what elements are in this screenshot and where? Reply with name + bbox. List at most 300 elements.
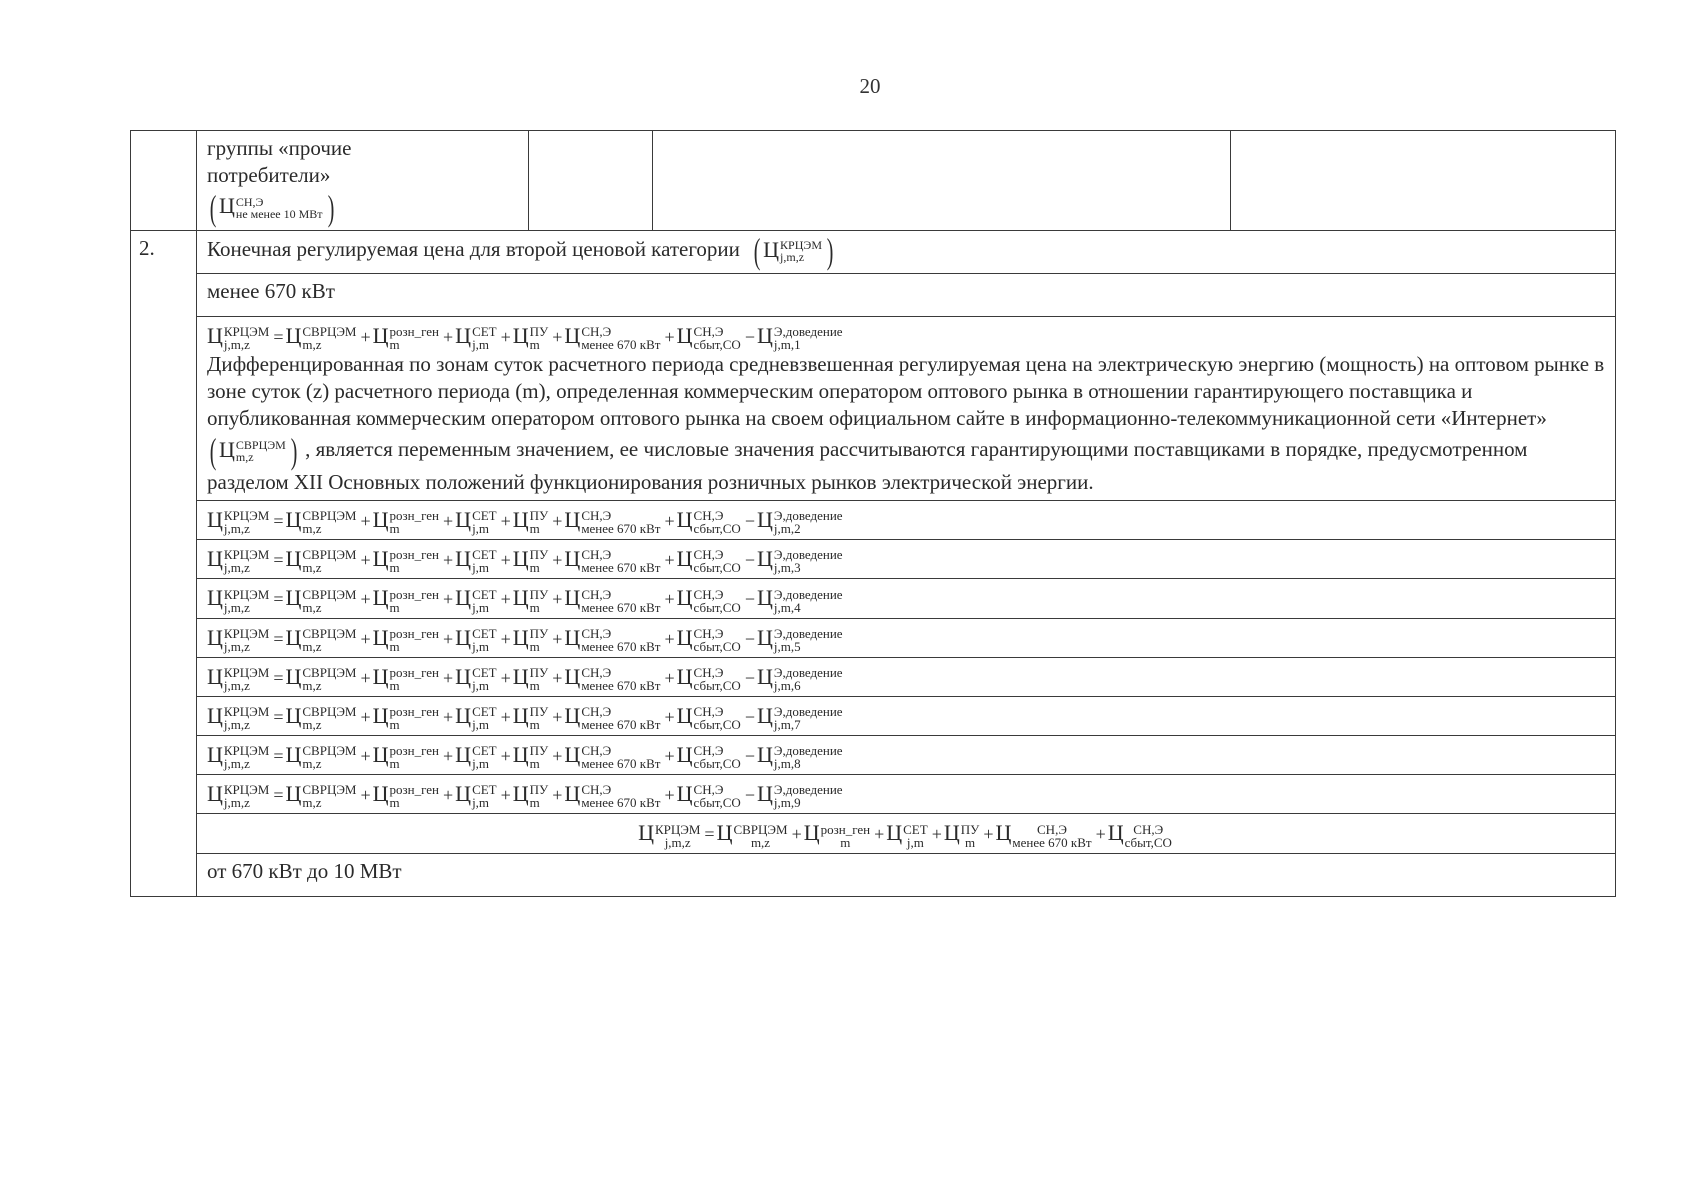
wholesale-price-subscript: m,z [302, 560, 322, 576]
plus-sign: + [443, 510, 454, 531]
infrastructure-price-subscript: m [529, 599, 540, 615]
delivery-adjustment-subscript: j,m,8 [773, 756, 801, 772]
delivery-adjustment-symbol: Ц [756, 585, 773, 611]
formula-cell [197, 775, 1616, 814]
network-price-symbol: Ц [455, 663, 472, 689]
table-row-subhead [131, 273, 1616, 316]
formula-cell [197, 736, 1616, 775]
table-row-formula-9 [131, 775, 1616, 814]
supply-markup-symbol: Ц [676, 585, 693, 611]
formula-row [207, 544, 1605, 574]
plus-sign: + [552, 326, 563, 347]
plus-sign: + [443, 746, 454, 767]
formula-description-cell [197, 316, 1616, 500]
minus-sign: − [744, 706, 755, 727]
delivery-adjustment-superscript: Э,доведение [773, 704, 843, 720]
delivery-adjustment-superscript: Э,доведение [773, 586, 843, 602]
network-price-subscript: j,m [472, 599, 490, 615]
final-price-subscript: j,m,z [223, 677, 250, 693]
supply-markup-subscript: сбыт,СО [693, 336, 741, 352]
table-row-formula-4 [131, 579, 1616, 618]
supply-markup-symbol: Ц [1107, 820, 1124, 846]
formula-subscript: m,z [235, 449, 254, 464]
plus-sign: + [664, 706, 675, 727]
infrastructure-price-superscript: ПУ [529, 625, 549, 641]
final-price-superscript: КРЦЭМ [223, 547, 270, 563]
plus-sign: + [664, 589, 675, 610]
network-price-superscript: СЕТ [472, 664, 497, 680]
wholesale-price-superscript: СВРЦЭМ [302, 508, 357, 524]
wholesale-price-symbol: Ц [285, 322, 302, 348]
network-price-subscript: j,m [472, 756, 490, 772]
formula-subscript: не менее 10 МВт [235, 206, 323, 221]
formula-row [207, 740, 1605, 770]
wholesale-price-subscript: m,z [302, 677, 322, 693]
network-price-subscript: j,m [472, 638, 490, 654]
formula-row [207, 701, 1605, 731]
wholesale-price-superscript: СВРЦЭМ [302, 782, 357, 798]
description-paragraph [207, 351, 1605, 496]
title-cell [197, 230, 1616, 273]
delivery-adjustment-subscript: j,m,2 [773, 521, 801, 537]
right-paren: ) [826, 230, 834, 271]
wholesale-price-subscript: m,z [302, 521, 322, 537]
final-price-subscript: j,m,z [223, 560, 250, 576]
network-price-superscript: СЕТ [472, 547, 497, 563]
equals-sign: = [273, 667, 284, 688]
supply-markup-superscript: СН,Э [693, 782, 724, 798]
title-formula [751, 230, 836, 271]
capacity-price-symbol: Ц [564, 322, 581, 348]
retail-generation-price-symbol: Ц [372, 506, 389, 532]
right-paren: ) [327, 187, 334, 228]
infrastructure-price-superscript: ПУ [529, 508, 549, 524]
formula-cell [197, 814, 1616, 853]
plus-sign: + [552, 667, 563, 688]
plus-sign: + [983, 824, 994, 845]
final-price-superscript: КРЦЭМ [223, 625, 270, 641]
capacity-price-symbol: Ц [564, 506, 581, 532]
plus-sign: + [500, 667, 511, 688]
capacity-price-subscript: менее 670 кВт [581, 521, 661, 537]
plus-sign: + [443, 667, 454, 688]
supply-markup-subscript: сбыт,СО [1124, 834, 1172, 850]
empty-cell [529, 131, 653, 231]
infrastructure-price-symbol: Ц [512, 663, 529, 689]
retail-generation-price-subscript: m [389, 677, 400, 693]
retail-generation-price-superscript: розн_ген [389, 323, 440, 339]
plus-sign: + [664, 628, 675, 649]
plus-sign: + [443, 706, 454, 727]
infrastructure-price-superscript: ПУ [529, 586, 549, 602]
wholesale-price-subscript: m,z [302, 756, 322, 772]
minus-sign: − [744, 510, 755, 531]
retail-generation-price-superscript: розн_ген [389, 704, 440, 720]
network-price-superscript: СЕТ [472, 508, 497, 524]
supply-markup-symbol: Ц [676, 781, 693, 807]
final-price-symbol: Ц [207, 546, 223, 572]
infrastructure-price-superscript: ПУ [529, 704, 549, 720]
retail-generation-price-superscript: розн_ген [389, 625, 440, 641]
final-price-subscript: j,m,z [223, 638, 250, 654]
supply-markup-symbol: Ц [676, 322, 693, 348]
equals-sign: = [273, 746, 284, 767]
network-price-superscript: СЕТ [472, 625, 497, 641]
delivery-adjustment-superscript: Э,доведение [773, 323, 843, 339]
minus-sign: − [744, 628, 755, 649]
network-price-symbol: Ц [455, 322, 472, 348]
retail-generation-price-superscript: розн_ген [389, 743, 440, 759]
plus-sign: + [500, 628, 511, 649]
formula-row [207, 505, 1605, 535]
capacity-price-symbol: Ц [564, 624, 581, 650]
plus-sign: + [360, 785, 371, 806]
delivery-adjustment-subscript: j,m,3 [773, 560, 801, 576]
network-price-superscript: СЕТ [903, 821, 928, 837]
plus-sign: + [500, 746, 511, 767]
delivery-adjustment-symbol: Ц [756, 322, 773, 348]
supply-markup-subscript: сбыт,СО [693, 717, 741, 733]
network-price-symbol: Ц [455, 742, 472, 768]
plus-sign: + [360, 667, 371, 688]
wholesale-price-symbol: Ц [285, 663, 302, 689]
supply-markup-superscript: СН,Э [693, 547, 724, 563]
plus-sign: + [552, 706, 563, 727]
final-price-superscript: КРЦЭМ [223, 743, 270, 759]
plus-sign: + [874, 824, 885, 845]
supply-markup-symbol: Ц [676, 506, 693, 532]
delivery-adjustment-superscript: Э,доведение [773, 508, 843, 524]
plus-sign: + [360, 510, 371, 531]
retail-generation-price-superscript: розн_ген [389, 664, 440, 680]
delivery-adjustment-superscript: Э,доведение [773, 625, 843, 641]
formula-cell [197, 579, 1616, 618]
final-price-subscript: j,m,z [223, 717, 250, 733]
retail-generation-price-subscript: m [389, 638, 400, 654]
infrastructure-price-symbol: Ц [943, 820, 960, 846]
plus-sign: + [664, 667, 675, 688]
supply-markup-subscript: сбыт,СО [693, 795, 741, 811]
formula-row [207, 583, 1605, 613]
delivery-adjustment-symbol: Ц [756, 624, 773, 650]
wholesale-price-superscript: СВРЦЭМ [733, 821, 788, 837]
right-paren: ) [290, 430, 298, 471]
network-price-symbol: Ц [455, 546, 472, 572]
wholesale-price-symbol: Ц [285, 624, 302, 650]
description-text-2: , является переменным значением, ее числовые значения рассчитываются гарантирующими поставщиками в порядке, предусмотренном разделом XII Основных положений функционирования розничных рынков электрической энергии. [207, 436, 1528, 494]
wholesale-price-symbol: Ц [285, 781, 302, 807]
capacity-price-symbol: Ц [564, 781, 581, 807]
table-row-formula-3 [131, 540, 1616, 579]
capacity-price-symbol: Ц [564, 742, 581, 768]
capacity-price-superscript: СН,Э [1037, 821, 1067, 837]
retail-generation-price-superscript: розн_ген [389, 508, 440, 524]
supply-markup-subscript: сбыт,СО [693, 677, 741, 693]
formula-row [207, 623, 1605, 653]
network-price-symbol: Ц [455, 781, 472, 807]
table-row-2-title [131, 230, 1616, 273]
formula-cell [197, 540, 1616, 579]
wholesale-price-superscript: СВРЦЭМ [302, 743, 357, 759]
group-name-line1: группы «прочие [207, 136, 352, 160]
capacity-price-superscript: СН,Э [581, 547, 612, 563]
equals-sign: = [273, 628, 284, 649]
infrastructure-price-subscript: m [529, 560, 540, 576]
capacity-price-subscript: менее 670 кВт [581, 756, 661, 772]
infrastructure-price-subscript: m [529, 717, 540, 733]
supply-markup-symbol: Ц [676, 546, 693, 572]
infrastructure-price-subscript: m [529, 521, 540, 537]
minus-sign: − [744, 589, 755, 610]
final-price-symbol: Ц [207, 702, 223, 728]
retail-generation-price-superscript: розн_ген [389, 547, 440, 563]
plus-sign: + [443, 550, 454, 571]
infrastructure-price-superscript: ПУ [960, 821, 980, 837]
capacity-price-symbol: Ц [564, 585, 581, 611]
infrastructure-price-subscript: m [964, 834, 976, 850]
formula-superscript: СН,Э [235, 194, 264, 209]
subhead-cell: от 670 кВт до 10 МВт [197, 853, 1616, 896]
network-price-subscript: j,m [472, 795, 490, 811]
final-price-subscript: j,m,z [223, 521, 250, 537]
price-symbol: Ц [763, 237, 780, 263]
table-row-subhead-range [131, 853, 1616, 896]
supply-markup-superscript: СН,Э [693, 704, 724, 720]
supply-markup-symbol: Ц [676, 742, 693, 768]
network-price-symbol: Ц [455, 585, 472, 611]
wholesale-price-subscript: m,z [302, 717, 322, 733]
plus-sign: + [664, 550, 675, 571]
network-price-superscript: СЕТ [472, 704, 497, 720]
final-price-symbol: Ц [207, 624, 223, 650]
final-price-subscript: j,m,z [223, 795, 250, 811]
plus-sign: + [1095, 824, 1106, 845]
equals-sign: = [704, 824, 715, 845]
wholesale-price-symbol: Ц [285, 585, 302, 611]
equals-sign: = [273, 706, 284, 727]
wholesale-price-symbol: Ц [285, 742, 302, 768]
infrastructure-price-symbol: Ц [512, 546, 529, 572]
plus-sign: + [360, 589, 371, 610]
table-row-formula-5 [131, 618, 1616, 657]
capacity-price-subscript: менее 670 кВт [581, 599, 661, 615]
formula-row [207, 321, 1605, 351]
delivery-adjustment-symbol: Ц [756, 742, 773, 768]
wholesale-price-subscript: m,z [302, 336, 322, 352]
delivery-adjustment-superscript: Э,доведение [773, 782, 843, 798]
network-price-subscript: j,m [906, 834, 924, 850]
description-formula [207, 430, 300, 471]
infrastructure-price-symbol: Ц [512, 702, 529, 728]
formula-cell [197, 618, 1616, 657]
final-price-superscript: КРЦЭМ [654, 821, 701, 837]
formula-cell [197, 696, 1616, 735]
capacity-price-superscript: СН,Э [581, 586, 612, 602]
table-row-formula-8 [131, 736, 1616, 775]
infrastructure-price-superscript: ПУ [529, 782, 549, 798]
supply-markup-superscript: СН,Э [693, 664, 724, 680]
table-row-formula-6 [131, 657, 1616, 696]
plus-sign: + [552, 510, 563, 531]
supply-markup-superscript: СН,Э [693, 508, 724, 524]
plus-sign: + [791, 824, 802, 845]
final-price-symbol: Ц [207, 585, 223, 611]
plus-sign: + [500, 785, 511, 806]
delivery-adjustment-symbol: Ц [756, 663, 773, 689]
minus-sign: − [744, 550, 755, 571]
equals-sign: = [273, 550, 284, 571]
infrastructure-price-symbol: Ц [512, 585, 529, 611]
plus-sign: + [552, 550, 563, 571]
delivery-adjustment-subscript: j,m,6 [773, 677, 801, 693]
wholesale-price-superscript: СВРЦЭМ [302, 704, 357, 720]
page-number: 20 [859, 74, 881, 98]
network-price-subscript: j,m [472, 521, 490, 537]
delivery-adjustment-symbol: Ц [756, 506, 773, 532]
supply-markup-superscript: СН,Э [693, 586, 724, 602]
row-number-cell [131, 131, 197, 231]
infrastructure-price-superscript: ПУ [529, 743, 549, 759]
plus-sign: + [500, 550, 511, 571]
supply-markup-superscript: СН,Э [693, 743, 724, 759]
supply-markup-subscript: сбыт,СО [693, 521, 741, 537]
equals-sign: = [273, 589, 284, 610]
network-price-superscript: СЕТ [472, 743, 497, 759]
delivery-adjustment-subscript: j,m,1 [773, 336, 801, 352]
wholesale-price-superscript: СВРЦЭМ [302, 625, 357, 641]
price-symbol: Ц [219, 437, 235, 463]
delivery-adjustment-symbol: Ц [756, 546, 773, 572]
final-price-superscript: КРЦЭМ [223, 586, 270, 602]
wholesale-price-superscript: СВРЦЭМ [302, 323, 357, 339]
supply-markup-superscript: СН,Э [693, 323, 724, 339]
capacity-price-subscript: менее 670 кВт [581, 560, 661, 576]
plus-sign: + [360, 550, 371, 571]
delivery-adjustment-subscript: j,m,7 [773, 717, 801, 733]
retail-generation-price-symbol: Ц [372, 624, 389, 650]
final-price-symbol: Ц [207, 506, 223, 532]
retail-generation-price-subscript: m [389, 336, 400, 352]
infrastructure-price-subscript: m [529, 756, 540, 772]
formula-row-summary [207, 818, 1605, 848]
retail-generation-price-superscript: розн_ген [389, 782, 440, 798]
plus-sign: + [443, 628, 454, 649]
capacity-price-superscript: СН,Э [581, 323, 612, 339]
delivery-adjustment-superscript: Э,доведение [773, 547, 843, 563]
minus-sign: − [744, 326, 755, 347]
delivery-adjustment-subscript: j,m,4 [773, 599, 801, 615]
infrastructure-price-symbol: Ц [512, 781, 529, 807]
wholesale-price-subscript: m,z [302, 795, 322, 811]
plus-sign: + [360, 326, 371, 347]
table-row-formula-2 [131, 500, 1616, 539]
empty-cell [653, 131, 1231, 231]
plus-sign: + [360, 746, 371, 767]
left-paren: ( [209, 187, 217, 228]
network-price-symbol: Ц [455, 624, 472, 650]
capacity-price-superscript: СН,Э [581, 625, 612, 641]
retail-generation-price-symbol: Ц [372, 663, 389, 689]
wholesale-price-subscript: m,z [750, 834, 771, 850]
supply-markup-subscript: сбыт,СО [693, 756, 741, 772]
table-row-continuation [131, 131, 1616, 231]
formula-cell [197, 657, 1616, 696]
price-symbol: Ц [219, 192, 235, 218]
wholesale-price-symbol: Ц [285, 702, 302, 728]
capacity-price-subscript: менее 670 кВт [1012, 834, 1092, 850]
plus-sign: + [443, 326, 454, 347]
retail-generation-price-subscript: m [389, 795, 400, 811]
category-title: Конечная регулируемая цена для второй ценовой категории [207, 236, 740, 261]
retail-generation-price-superscript: розн_ген [389, 586, 440, 602]
plus-sign: + [664, 785, 675, 806]
capacity-price-subscript: менее 670 кВт [581, 336, 661, 352]
supply-markup-subscript: сбыт,СО [693, 560, 741, 576]
wholesale-price-superscript: СВРЦЭМ [302, 547, 357, 563]
infrastructure-price-superscript: ПУ [529, 547, 549, 563]
network-price-subscript: j,m [472, 336, 490, 352]
supply-markup-superscript: СН,Э [693, 625, 724, 641]
wholesale-price-superscript: СВРЦЭМ [302, 664, 357, 680]
minus-sign: − [744, 667, 755, 688]
table-row-formula-7 [131, 696, 1616, 735]
network-price-subscript: j,m [472, 717, 490, 733]
subhead-cell: менее 670 кВт [197, 273, 1616, 316]
final-price-subscript: j,m,z [223, 756, 250, 772]
final-price-subscript: j,m,z [223, 336, 250, 352]
capacity-price-symbol: Ц [564, 546, 581, 572]
infrastructure-price-symbol: Ц [512, 742, 529, 768]
infrastructure-price-symbol: Ц [512, 322, 529, 348]
plus-sign: + [443, 785, 454, 806]
infrastructure-price-subscript: m [529, 795, 540, 811]
plus-sign: + [552, 746, 563, 767]
wholesale-price-symbol: Ц [716, 820, 733, 846]
equals-sign: = [273, 510, 284, 531]
delivery-adjustment-subscript: j,m,5 [773, 638, 801, 654]
supply-markup-symbol: Ц [676, 624, 693, 650]
minus-sign: − [744, 746, 755, 767]
plus-sign: + [360, 706, 371, 727]
group-name-line2: потребители» [207, 163, 331, 188]
formula-superscript: СВРЦЭМ [235, 437, 286, 452]
final-price-symbol: Ц [207, 781, 223, 807]
supply-markup-superscript: СН,Э [1133, 821, 1164, 837]
table-row-formula-summary [131, 814, 1616, 853]
retail-generation-price-subscript: m [840, 834, 851, 850]
plus-sign: + [552, 785, 563, 806]
supply-markup-subscript: сбыт,СО [693, 638, 741, 654]
wholesale-price-symbol: Ц [285, 506, 302, 532]
final-price-subscript: j,m,z [664, 834, 691, 850]
minus-sign: − [744, 785, 755, 806]
wholesale-price-subscript: m,z [302, 638, 322, 654]
retail-generation-price-subscript: m [389, 560, 400, 576]
infrastructure-price-superscript: ПУ [529, 664, 549, 680]
infrastructure-price-subscript: m [529, 638, 540, 654]
plus-sign: + [500, 510, 511, 531]
retail-generation-price-superscript: розн_ген [820, 821, 871, 837]
plus-sign: + [552, 589, 563, 610]
capacity-price-superscript: СН,Э [581, 508, 612, 524]
row-number-cell: 2. [131, 230, 197, 896]
capacity-price-symbol: Ц [995, 820, 1012, 846]
retail-generation-price-symbol: Ц [372, 781, 389, 807]
wholesale-price-superscript: СВРЦЭМ [302, 586, 357, 602]
final-price-superscript: КРЦЭМ [223, 323, 270, 339]
infrastructure-price-symbol: Ц [512, 506, 529, 532]
delivery-adjustment-subscript: j,m,9 [773, 795, 801, 811]
